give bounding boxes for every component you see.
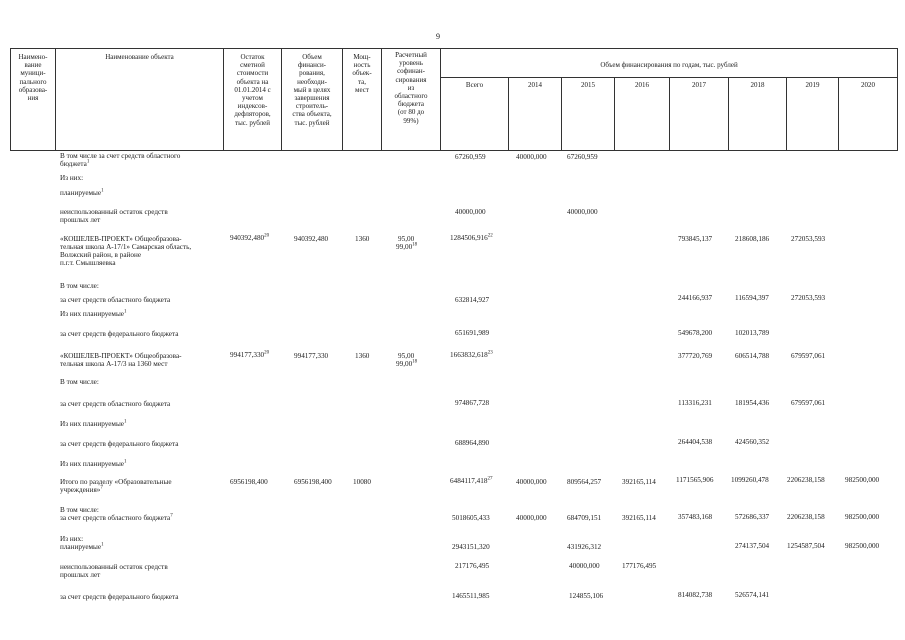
cell-text: Итого по разделу «Образовательные <box>60 478 172 486</box>
cell-text: планируемые <box>60 543 102 551</box>
header-year-2019: 2019 <box>805 81 820 89</box>
cell-text: мест <box>355 85 369 94</box>
cell-text: за счет средств федерального бюджета <box>60 330 179 338</box>
cell-text: 994177,330 <box>230 351 265 359</box>
cell-text: 679597,061 <box>791 352 826 360</box>
cell-text: 377720,769 <box>678 352 713 360</box>
cell-text: объекта на <box>236 77 269 86</box>
cell-text: за счет средств областного бюджета <box>60 296 171 304</box>
cell-text: 40000,000 <box>569 562 600 570</box>
page-number: 9 <box>436 32 440 41</box>
cell-text: вание <box>24 61 42 70</box>
cell-text: Из них планируемые <box>60 460 124 468</box>
cell-text <box>60 543 104 551</box>
cell-text: 2206238,158 <box>787 513 825 521</box>
cell-text: завершения <box>294 94 330 103</box>
table-row <box>60 189 104 197</box>
cell-text <box>450 477 492 485</box>
cell-text: Наимено- <box>18 53 48 61</box>
cell-text: тыс. рублей <box>235 118 270 127</box>
cell-text: сметной <box>240 61 265 70</box>
cell-text: уровень <box>399 59 423 68</box>
cell-text: финанси- <box>297 61 327 70</box>
cell-text: Остаток <box>240 53 265 61</box>
cell-text: 20 <box>264 233 270 239</box>
cell-text: 688964,890 <box>455 439 490 447</box>
cell-text: за счет средств областного бюджета <box>60 514 171 522</box>
cell-text: «КОШЕЛЕВ-ПРОЕКТ» Общеобразова- <box>60 352 182 360</box>
header-municipality <box>11 53 55 102</box>
cell-text: 67260,959 <box>455 153 486 161</box>
cell-text: 684709,151 <box>567 514 602 522</box>
cell-text: за счет средств федерального бюджета <box>60 593 179 601</box>
cell-text: В том числе за счет средств областного <box>60 152 181 160</box>
cell-text: софинан- <box>397 67 425 76</box>
cell-text <box>230 351 269 359</box>
header-remaining-cost <box>224 53 281 127</box>
cell-text: 124855,106 <box>569 592 604 600</box>
cell-text: 994177,330 <box>294 352 329 360</box>
cell-text: 23 <box>487 350 493 356</box>
cell-text: 1 <box>101 188 104 194</box>
cell-text: 1360 <box>355 352 370 360</box>
cell-text: 20 <box>264 350 270 356</box>
cell-text: Расчетный <box>395 51 427 59</box>
cell-text: 606514,788 <box>735 352 770 360</box>
header-cofinancing-level <box>382 51 440 125</box>
cell-text: 1284506,916 <box>450 234 488 242</box>
header-year-total: Всего <box>465 81 484 89</box>
cell-text: 809564,257 <box>567 478 602 486</box>
cell-text: областного <box>394 92 428 101</box>
cell-text: 181954,436 <box>735 399 770 407</box>
cell-text: за счет средств областного бюджета <box>60 400 171 408</box>
cell-text: 67260,959 <box>567 153 598 161</box>
cell-text: 18 <box>412 242 418 248</box>
cell-text: та, <box>357 77 366 86</box>
cell-text: 940392,480 <box>294 235 329 243</box>
cell-text: 116594,397 <box>735 294 769 302</box>
cell-text: образова- <box>18 85 48 94</box>
cell-text: 40000,000 <box>455 208 486 216</box>
cell-text: 1254587,504 <box>787 542 825 550</box>
cell-text: 177176,495 <box>622 562 657 570</box>
header-year-2015: 2015 <box>581 81 595 89</box>
cell-text: 974867,728 <box>455 399 490 407</box>
cell-text <box>450 351 493 359</box>
cell-text: 1099260,478 <box>731 476 769 484</box>
header-object-name: Наименование объекта <box>105 53 174 61</box>
cell-text: 1 <box>123 459 127 465</box>
cell-text: рования, <box>299 69 325 78</box>
cell-text: объек- <box>352 69 372 78</box>
cell-text: учетом <box>242 94 263 103</box>
cell-text: Из них планируемые <box>60 420 124 428</box>
cell-text: 22 <box>487 233 493 239</box>
cell-text: пального <box>19 77 47 86</box>
cell-text: 572686,337 <box>735 513 770 521</box>
cell-text: из <box>407 83 415 92</box>
cell-text: 632814,927 <box>455 296 490 304</box>
cell-text: муници- <box>20 69 46 78</box>
table-row: Из них: <box>60 174 84 182</box>
cell-text: 1 <box>123 419 127 425</box>
cell-text: 549678,200 <box>678 329 713 337</box>
cell-text: тыс. рублей <box>294 118 330 127</box>
cell-text: 7 <box>100 485 103 491</box>
cell-text: ность <box>353 61 371 70</box>
cell-text: учреждения» <box>60 486 101 494</box>
header-capacity <box>343 53 381 94</box>
cell-text: Из них: <box>60 535 84 543</box>
cell-text: 982500,000 <box>845 513 880 521</box>
cell-text: 99,00 <box>396 243 413 251</box>
cell-text: прошлых лет <box>60 571 101 579</box>
cell-text <box>60 160 89 168</box>
cell-text: стоимости <box>236 69 269 78</box>
cell-text: 99,00 <box>396 360 413 368</box>
cell-text: неиспользованный остаток средств <box>60 563 168 571</box>
cell-text: 18 <box>412 359 418 365</box>
cell-text: 7 <box>170 513 173 519</box>
cell-text: бюджета <box>60 160 87 168</box>
cell-text: Из них планируемые <box>60 310 124 318</box>
cell-text: 264404,538 <box>678 438 713 446</box>
cell-text <box>396 360 417 368</box>
cell-text: «КОШЕЛЕВ-ПРОЕКТ» Общеобразова- <box>60 235 182 243</box>
cell-text: 5018605,433 <box>452 514 490 522</box>
table-row <box>60 460 126 468</box>
cell-text: 40000,000 <box>516 514 547 522</box>
header-funding-needed <box>282 53 342 127</box>
cell-text: 814082,738 <box>678 591 713 599</box>
header-year-2020: 2020 <box>861 81 875 89</box>
table-row: В том числе: <box>60 378 99 386</box>
cell-text: 272053,593 <box>791 294 826 302</box>
table-row <box>60 420 126 428</box>
cell-text: ства объекта, <box>292 110 332 119</box>
header-year-2016: 2016 <box>635 81 649 89</box>
cell-text: прошлых лет <box>60 216 101 224</box>
cell-text: дефляторов, <box>234 110 271 119</box>
cell-text: 40000,000 <box>516 153 547 161</box>
header-year-2014: 2014 <box>528 81 542 89</box>
cell-text: Волжский район, в районе <box>60 251 142 259</box>
cell-text: индексов- <box>237 102 268 111</box>
cell-text: тельная школа А-17/3 на 1360 мест <box>60 360 168 368</box>
cell-text: 982500,000 <box>845 476 880 484</box>
cell-text: 982500,000 <box>845 542 880 550</box>
cell-text: 40000,000 <box>567 208 598 216</box>
cell-text: 1 <box>86 159 90 165</box>
cell-text: 2206238,158 <box>787 476 825 484</box>
cell-text: п.г.т. Смышляевка <box>60 259 116 267</box>
cell-text: 113316,231 <box>678 399 712 407</box>
cell-text: мый в целях <box>293 85 331 94</box>
cell-text: 95,00 <box>398 235 415 243</box>
cell-text: за счет средств федерального бюджета <box>60 440 179 448</box>
cell-text <box>396 243 417 251</box>
cell-text: Мощ- <box>353 53 371 61</box>
cell-text: 1360 <box>355 235 370 243</box>
cell-text: 1663832,618 <box>450 351 488 359</box>
cell-text: 272053,593 <box>791 235 826 243</box>
cell-text: ния <box>27 94 39 103</box>
cell-text: 1 <box>123 309 127 315</box>
table-row <box>60 310 126 318</box>
header-year-2017: 2017 <box>692 81 706 89</box>
cell-text: необходи- <box>297 77 327 86</box>
cell-text: тельная школа А-17/1» Самарская область, <box>60 243 192 251</box>
cell-text: неиспользованный остаток средств <box>60 208 168 216</box>
cell-text: 274137,504 <box>735 542 770 550</box>
cell-text: 6956198,400 <box>230 478 268 486</box>
cell-text <box>60 514 173 522</box>
cell-text: 10080 <box>353 478 371 486</box>
cell-text: строитель- <box>295 102 329 111</box>
cell-text <box>230 234 269 242</box>
cell-text: 526574,141 <box>735 591 770 599</box>
cell-text: 218608,186 <box>735 235 770 243</box>
header-funding-by-year: Объем финансирования по годам, тыс. рублей <box>600 61 738 69</box>
cell-text: 2943151,320 <box>452 543 490 551</box>
cell-text: 940392,480 <box>230 234 265 242</box>
cell-text: Объем <box>302 53 322 61</box>
cell-text: (от 80 до <box>397 108 425 117</box>
cell-text: сирования <box>395 75 427 84</box>
cell-text: 1465511,985 <box>452 592 490 600</box>
cell-text: 357483,168 <box>678 513 713 521</box>
cell-text: 651691,989 <box>455 329 490 337</box>
cell-text: 27 <box>487 476 493 482</box>
header-year-2018: 2018 <box>750 81 765 89</box>
cell-text: 1 <box>101 542 104 548</box>
cell-text: 102013,789 <box>735 329 770 337</box>
cell-text: 793845,137 <box>678 235 713 243</box>
cell-text: планируемые <box>60 189 102 197</box>
cell-text: В том числе: <box>60 506 99 514</box>
cell-text: 431926,312 <box>567 543 602 551</box>
cell-text: 244166,937 <box>678 294 713 302</box>
cell-text: 217176,495 <box>455 562 490 570</box>
cell-text <box>450 234 493 242</box>
cell-text: 6956198,400 <box>294 478 332 486</box>
cell-text: 424560,352 <box>735 438 770 446</box>
cell-text: 392165,114 <box>622 478 656 486</box>
cell-text: 99%) <box>403 116 419 125</box>
cell-text: 40000,000 <box>516 478 547 486</box>
cell-text: 95,00 <box>398 352 415 360</box>
cell-text <box>60 486 103 494</box>
table-row: В том числе: <box>60 282 99 290</box>
cell-text: 392165,114 <box>622 514 656 522</box>
cell-text: 1171565,906 <box>676 476 714 484</box>
cell-text: бюджета <box>397 100 425 109</box>
cell-text: 679597,061 <box>791 399 826 407</box>
cell-text: 6484117,418 <box>450 477 488 485</box>
cell-text: 01.01.2014 с <box>234 85 271 94</box>
